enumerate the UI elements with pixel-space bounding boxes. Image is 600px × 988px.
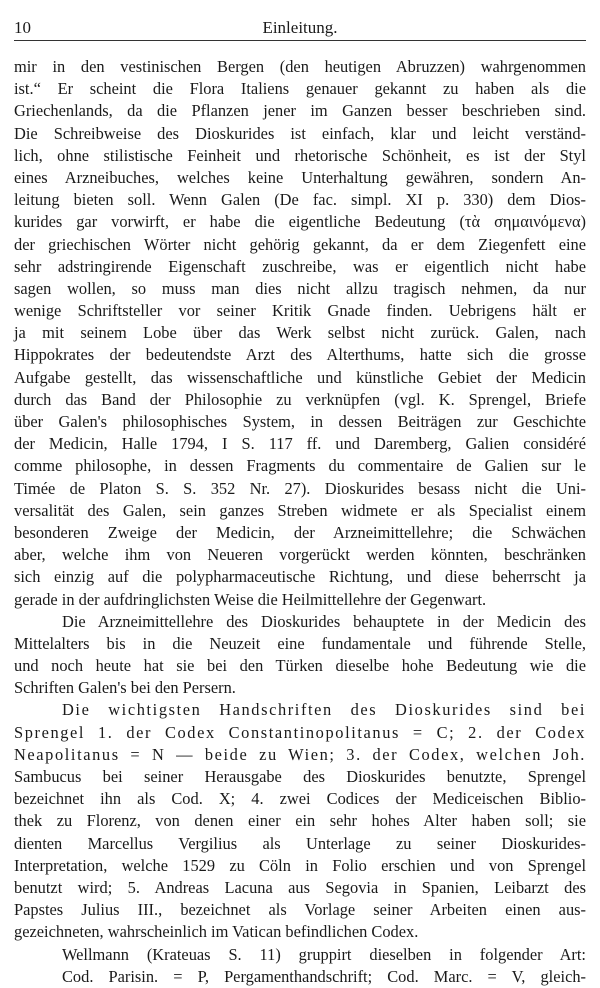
text-line: Aufgabe gestellt, das wissenschaftliche und künstliche Gebiet der Medicin — [14, 367, 586, 387]
text-line: dienten Marcellus Vergilius als Unterlage zu seiner Dioskurides- — [14, 833, 586, 853]
text-line: gezeichneten, wahrscheinlich im Vatican befindlichen Codex. — [14, 922, 419, 942]
text-line: leitung bieten soll. Wenn Galen (De fac. simpl. XI p. 330) dem Dios- — [14, 190, 586, 210]
text-line: wenige Schriftsteller vor seiner Kritik Gnade finden. Uebrigens hält er — [14, 301, 586, 321]
text-line: besonderen Zweige der Medicin, der Arzneimittellehre; die Schwächen — [14, 522, 586, 542]
text-line: Die Schreibweise des Dioskurides ist einfach, klar und leicht verständ- — [14, 123, 586, 143]
text-line: Timée de Platon S. S. 352 Nr. 27). Dioskurides besass nicht die Uni- — [14, 478, 586, 498]
text-line: Sambucus bei seiner Herausgabe des Dioskurides benutzte, Sprengel — [14, 767, 586, 786]
text-line: Wellmann (Krateuas S. 11) gruppirt dieselben in folgender Art: — [62, 944, 586, 964]
text-line: Die wichtigsten Handschriften des Dioskurides sind bei — [62, 700, 586, 720]
text-line: kurides gar vorwirft, er habe die eigentliche Bedeutung (τὰ σημαινόμενα) — [14, 212, 586, 232]
text-line: sehr adstringirende Eigenschaft zuschreibe, was er eigentlich nicht habe — [14, 256, 586, 276]
text-line: bezeichnet ihn als Cod. X; 4. zwei Codices der Mediceischen Biblio- — [14, 789, 586, 809]
text-line: comme philosophe, in dessen Fragments du commentaire de Galien sur le — [14, 456, 586, 476]
text-line: Die Arzneimittellehre des Dioskurides behauptete in der Medicin des — [62, 611, 586, 631]
text-line: eines Arzneibuches, welches keine Unterhaltung gewähren, sondern An- — [14, 167, 586, 187]
text-line: Interpretation, welche 1529 zu Cöln in Folio erschien und von Sprengel — [14, 855, 586, 875]
body-text — [14, 56, 586, 988]
running-title: Einleitung. — [262, 18, 338, 37]
text-line: Griechenlands, da die Pflanzen jener im Ganzen besser beschrieben sind. — [14, 101, 586, 121]
text-line: der Medicin, Halle 1794, I S. 117 ff. und Daremberg, Galien considéré — [14, 434, 586, 454]
text-line: lich, ohne stilistische Feinheit und rhetorische Schönheit, es ist der Styl — [14, 145, 586, 165]
text-line: Schriften Galen's bei den Persern. — [14, 678, 236, 698]
text-line: ist.“ Er scheint die Flora Italiens genauer gekannt zu haben als die — [14, 79, 586, 99]
text-line: Hippokrates der bedeutendste Arzt des Alterthums, hatte sich die grosse — [14, 345, 586, 365]
text-line: mir in den vestinischen Bergen (den heutigen Abruzzen) wahrgenommen — [14, 57, 586, 76]
text-line: versalität des Galen, sein ganzes Streben widmete er als Specialist einem — [14, 500, 586, 520]
text-line: benutzt wird; 5. Andreas Lacuna aus Segovia in Spanien, Leibarzt des — [14, 877, 586, 897]
text-line: und noch heute hat sie bei den Türken dieselbe hohe Bedeutung wie die — [14, 656, 586, 676]
text-line: durch das Band der Philosophie zu verknüpfen (vgl. K. Sprengel, Briefe — [14, 389, 586, 409]
text-line: Neapolitanus = N — beide zu Wien; 3. der Codex, welchen Joh. — [14, 744, 586, 764]
text-line: über Galen's philosophisches System, in dessen Beiträgen zur Geschichte — [14, 412, 586, 431]
text-line: thek zu Florenz, von denen einer ein sehr hohes Alter haben soll; sie — [14, 811, 586, 831]
text-line: Mittelalters bis in die Neuzeit eine fundamentale und führende Stelle, — [14, 633, 586, 653]
text-line: ja mit seinem Lobe über das Werk selbst nicht zurück. Galen, nach — [14, 323, 586, 343]
text-line: sich einzig auf die polypharmaceutische Richtung, und diese beherrscht ja — [14, 567, 586, 587]
text-line: sagen wollen, so muss man dies nicht allzu tragisch nehmen, da nur — [14, 278, 586, 298]
text-line: gerade in der aufdringlichsten Weise die Heilmittellehre der Gegenwart. — [14, 589, 487, 609]
page-header — [14, 14, 586, 41]
text-line: Papstes Julius III., bezeichnet als Vorlage seiner Arbeiten einen aus- — [14, 900, 586, 920]
text-line: Sprengel 1. der Codex Constantinopolitanus = C; 2. der Codex — [14, 722, 586, 742]
page-number: 10 — [14, 18, 31, 37]
text-line: Cod. Parisin. = P, Pergamenthandschrift; Cod. Marc. = V, gleich- — [62, 966, 586, 986]
text-line: aber, welche ihm von Neueren vorgerückt werden könnten, beschränken — [14, 545, 586, 565]
text-line: der griechischen Wörter nicht gehörig gekannt, da er dem Ziegenfett eine — [14, 234, 586, 254]
